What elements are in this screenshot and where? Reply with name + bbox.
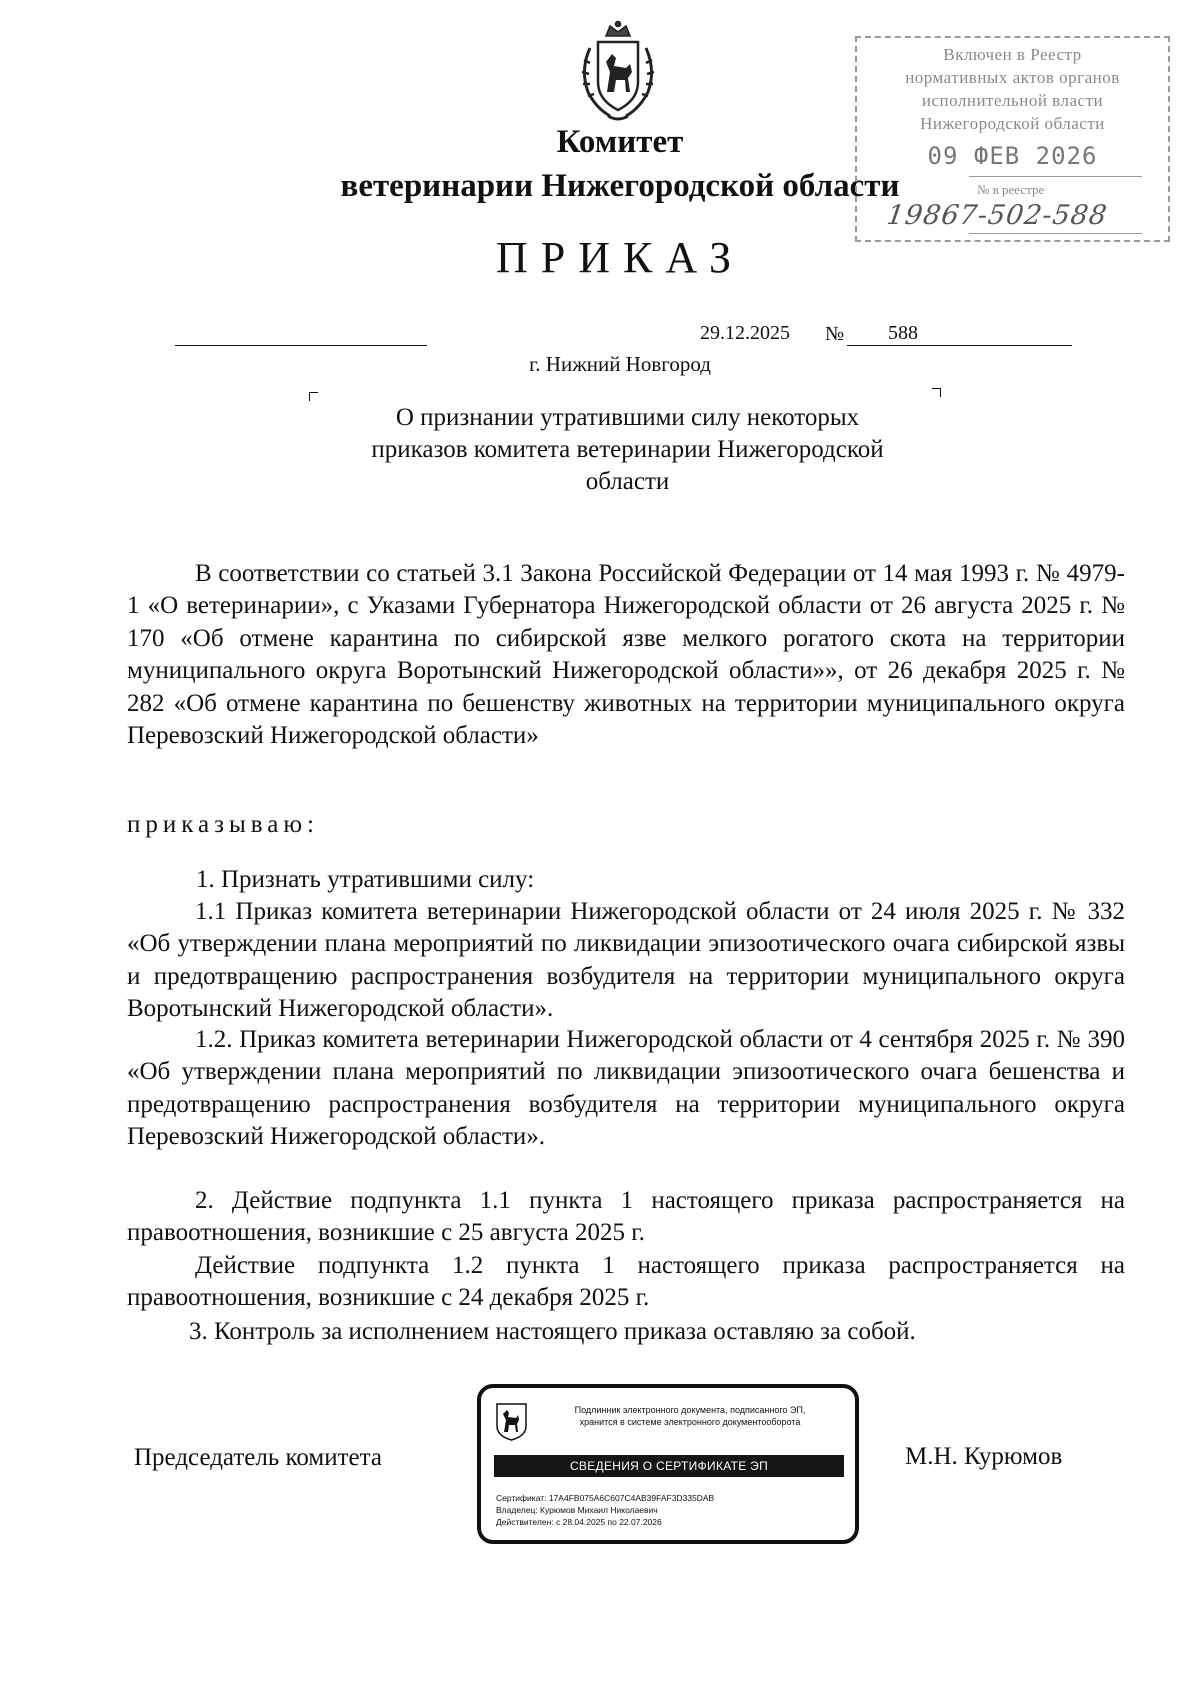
blank-line [175,345,427,346]
item-1: 1. Признать утратившими силу: [196,866,535,893]
registry-stamp-line4: Нижегородской области [920,114,1105,133]
registry-stamp-line1: Включен в Реестр [943,45,1082,64]
item-1-2: 1.2. Приказ комитета ветеринарии Нижегородской области от 4 сентября 2025 г. № 390 «Об утверждении плана мероприятий по ликвидации эпизоотического очага бешенства и предотвращению распространения возбудителя на территории муниципального округа Перевозский Нижегородской области». [127,1026,1125,1151]
item-2: 2. Действие подпункта 1.1 пункта 1 настоящего приказа распространяется на правоотношения, возникшие с 25 августа 2025 г. [127,1187,1125,1247]
registry-stamp-number: 19867-502-588 [884,200,1110,231]
esig-certificate: Сертификат: 17A4FB075A6C607C4AB39FAF3D335DAB [496,1493,715,1503]
item-1-1: 1.1 Приказ комитета ветеринарии Нижегородской области от 24 июля 2025 г. № 332 «Об утверждении плана мероприятий по ликвидации эпизоотического очага сибирской язвы и предотвращению распространения возбудителя на территории муниципального округа Воротынский Нижегородской области». [127,898,1125,1023]
order-subject [0,402,1200,498]
electronic-signature-stamp [477,1384,859,1544]
document-type-title: ПРИКАЗ [495,233,745,282]
esig-header [537,1404,843,1428]
organization-name-line1: Комитет [556,124,684,160]
coat-of-arms-emblem [570,20,666,126]
signer-name: М.Н. Курюмов [905,1443,1063,1470]
esig-certificate-bar: СВЕДЕНИЯ О СЕРТИФИКАТЕ ЭП [494,1455,844,1477]
esig-info [496,1492,714,1528]
subject-line3: области [585,468,670,495]
registry-stamp-divider [969,176,1142,177]
registry-stamp-line2: нормативных актов органов [905,68,1120,87]
esig-valid: Действителен: с 28.04.2025 по 22.07.2026 [496,1517,662,1527]
order-word: приказываю: [127,811,319,838]
registry-stamp-number-underline [969,233,1142,234]
registry-stamp [855,36,1170,242]
signer-position: Председатель комитета [134,1444,382,1471]
number-underline [847,345,1072,346]
registry-stamp-number-label: № в реестре [977,182,1045,197]
esig-header-line2: хранится в системе электронного документооборота [579,1417,801,1427]
order-date: 29.12.2025 [700,322,790,344]
item-3: 3. Контроль за исполнением настоящего приказа оставляю за собой. [189,1318,916,1345]
subject-line2: приказов комитета ветеринарии Нижегородской [371,436,884,463]
subject-line1: О признании утратившими силу некоторых [395,404,860,431]
city: г. Нижний Новгород [529,352,711,376]
coat-of-arms-icon [495,1402,528,1442]
esig-header-line1: Подлинник электронного документа, подписанного ЭП, [574,1405,806,1415]
subject-bracket-right [932,388,941,397]
organization-name-line2: ветеринарии Нижегородской области [340,168,900,204]
item-2-b: Действие подпункта 1.2 пункта 1 настоящего приказа распространяется на правоотношения, возникшие с 24 декабря 2025 г. [127,1252,1125,1312]
registry-stamp-date: 09 ФЕВ 2026 [927,142,1098,170]
registry-stamp-line3: исполнительной власти [921,91,1104,110]
preamble-paragraph: В соответствии со статьей 3.1 Закона Российской Федерации от 14 мая 1993 г. № 4979-1 «О ветеринарии», с Указами Губернатора Нижегородской области от 26 августа 2025 г. № 170 «Об отмене карантина по сибирской язве мелкого рогатого скота на территории муниципального округа Воротынский Нижегородской области»», от 26 декабря 2025 г. № 282 «Об отмене карантина по бешенству животных на территории муниципального округа Перевозский Нижегородской области» [127,560,1125,750]
number-sign: № [825,323,845,345]
order-number: 588 [888,322,918,344]
subject-bracket-left [309,392,318,401]
esig-owner: Владелец: Курюмов Михаил Николаевич [496,1505,658,1515]
